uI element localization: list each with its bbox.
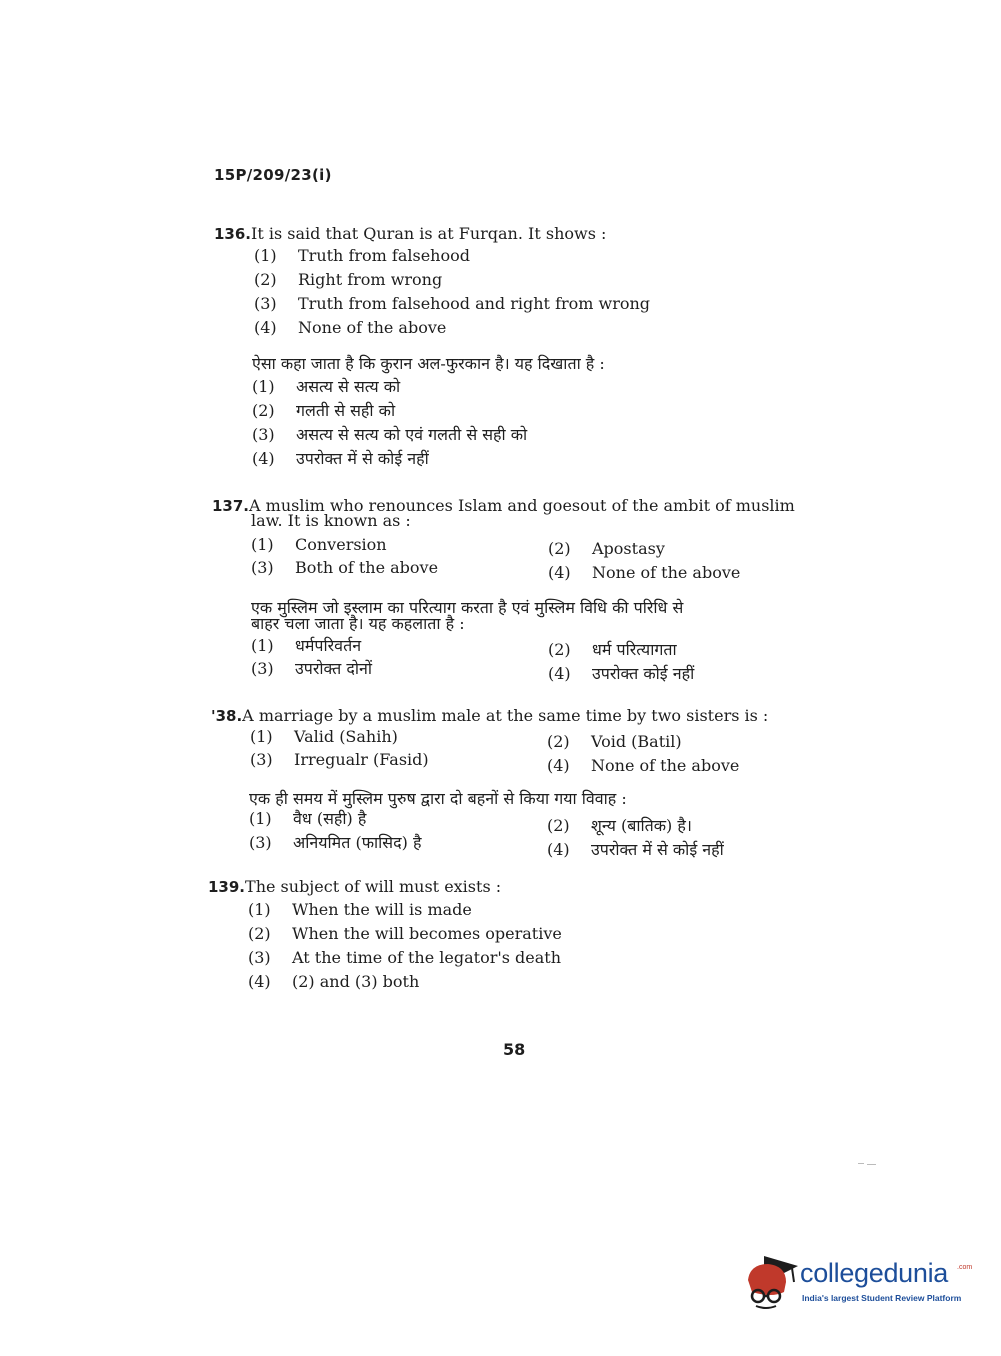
option: (4) None of the above [547,756,740,775]
question-stem: The subject of will must exists : [245,877,502,896]
question-number: 136. [214,225,252,243]
hindi-option: (1) असत्य से सत्य को [252,377,401,396]
question-stem-continued: law. It is known as : [251,511,411,530]
hindi-option: (2) धर्म परित्यागता [548,640,677,659]
option: (4) None of the above [254,318,447,337]
brand-suffix: .com [957,1264,973,1271]
hindi-stem: एक ही समय में मुस्लिम पुरुष द्वारा दो बहनों से किया गया विवाह : [249,789,627,808]
mascot-logo-icon [742,1252,798,1312]
hindi-option: (1) धर्मपरिवर्तन [251,636,362,655]
question-number: '38. [211,707,243,725]
hindi-option: (4) उपरोक्त कोई नहीं [548,664,695,683]
option: (4) None of the above [548,563,741,582]
hindi-option: (1) वैध (सही) है [249,809,367,828]
scan-speck [867,1164,876,1165]
option: (2) Void (Batil) [547,732,682,751]
hindi-option: (3) उपरोक्त दोनों [251,659,372,678]
question-stem: A muslim who renounces Islam and goesout of the ambit of muslim [249,496,795,515]
hindi-stem: ऐसा कहा जाता है कि कुरान अल-फुरकान है। यह दिखाता है : [252,354,605,373]
question-stem: A marriage by a muslim male at the same time by two sisters is : [242,706,769,725]
option: (2) Right from wrong [254,270,443,289]
option: (4) (2) and (3) both [248,972,420,991]
option: (3) Irregualr (Fasid) [250,750,429,769]
brand-tagline: India's largest Student Review Platform [802,1293,962,1303]
option: (1) Valid (Sahih) [250,727,398,746]
question-139 [208,875,501,899]
option: (1) Conversion [251,535,387,554]
option: (2) When the will becomes operative [248,924,562,943]
scan-speck [858,1163,864,1164]
hindi-option: (2) गलती से सही को [252,401,396,420]
question-stem: It is said that Quran is at Furqan. It shows : [251,224,607,243]
hindi-stem: एक मुस्लिम जो इस्लाम का परित्याग करता है एवं मुस्लिम विधि की परिधि से [251,598,684,617]
brand-name: collegedunia [800,1258,949,1288]
hindi-option: (3) असत्य से सत्य को एवं गलती से सही को [252,425,528,444]
question-138 [211,704,768,728]
option: (2) Apostasy [548,539,665,558]
option: (3) Truth from falsehood and right from wrong [254,294,651,313]
question-number: 137. [212,497,250,515]
page-number: 58 [503,1040,526,1059]
hindi-option: (3) अनियमित (फासिद) है [249,833,422,852]
hindi-option: (2) शून्य (बातिक) है। [547,816,692,835]
paper-code: 15P/209/23(i) [214,166,332,184]
option: (1) Truth from falsehood [254,246,470,265]
hindi-option: (4) उपरोक्त में से कोई नहीं [252,449,429,468]
option: (1) When the will is made [248,900,472,919]
hindi-option: (4) उपरोक्त में से कोई नहीं [547,840,724,859]
question-136 [214,222,606,246]
option: (3) At the time of the legator's death [248,948,562,967]
hindi-stem-continued: बाहर चला जाता है। यह कहलाता है : [251,614,465,633]
collegedunia-watermark [742,1252,974,1312]
question-number: 139. [208,878,246,896]
option: (3) Both of the above [251,558,439,577]
